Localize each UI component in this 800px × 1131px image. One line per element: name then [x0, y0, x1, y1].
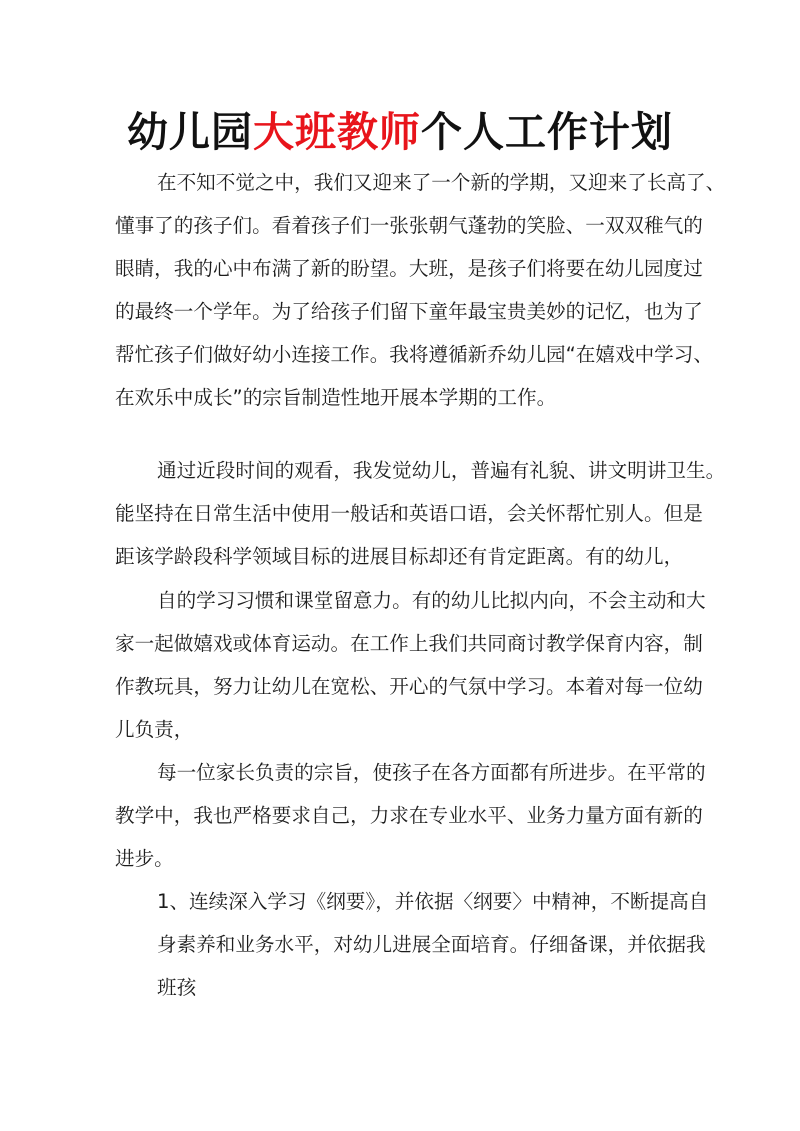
text-line: 通过近段时间的观看，我发觉幼儿，普遍有礼貌、讲文明讲卫生。	[157, 459, 726, 482]
title-highlight: 大班教师	[253, 108, 421, 156]
text-line: 儿负责，	[115, 718, 194, 741]
text-line: 1、连续深入学习《纲要》，并依据〈纲要〉中精神，不断提高自	[157, 890, 709, 913]
text-line: 的最终一个学年。为了给孩子们留下童年最宝贵美妙的记忆，也为了	[115, 300, 703, 323]
text-line: 教学中，我也严格要求自己，力求在专业水平、业务力量方面有新的	[115, 804, 703, 827]
text-line: 在不知不觉之中，我们又迎来了一个新的学期，又迎来了长高了、	[157, 171, 726, 194]
title-prefix: 幼儿园	[127, 108, 253, 156]
text-line: 家一起做嬉戏或体育运动。在工作上我们共同商讨教学保育内容，制	[115, 632, 703, 655]
text-line: 每一位家长负责的宗旨，使孩子在各方面都有所进步。在平常的	[157, 761, 706, 784]
document-title	[0, 104, 800, 160]
text-line: 帮忙孩子们做好幼小连接工作。我将遵循新乔幼儿园“在嬉戏中学习、	[115, 343, 713, 366]
text-line: 能坚持在日常生活中使用一般话和英语口语，会关怀帮忙别人。但是	[115, 502, 703, 525]
text-line: 自的学习习惯和课堂留意力。有的幼儿比拟内向，不会主动和大	[157, 589, 706, 612]
text-line: 身素养和业务水平，对幼儿进展全面培育。仔细备课，并依据我	[157, 933, 706, 956]
text-line: 班孩	[157, 976, 197, 999]
text-line: 距该学龄段科学领域目标的进展目标却还有肯定距离。有的幼儿，	[115, 545, 684, 568]
text-line: 作教玩具，努力让幼儿在宽松、开心的气氛中学习。本着对每一位幼	[115, 675, 703, 698]
text-line: 进步。	[115, 847, 174, 870]
text-line: 眼睛，我的心中布满了新的盼望。大班，是孩子们将要在幼儿园度过	[115, 257, 703, 280]
text-line: 懂事了的孩子们。看着孩子们一张张朝气蓬勃的笑脸、一双双稚气的	[115, 214, 703, 237]
text-line: 在欢乐中成长”的宗旨制造性地开展本学期的工作。	[115, 386, 557, 409]
title-suffix: 个人工作计划	[421, 108, 673, 156]
